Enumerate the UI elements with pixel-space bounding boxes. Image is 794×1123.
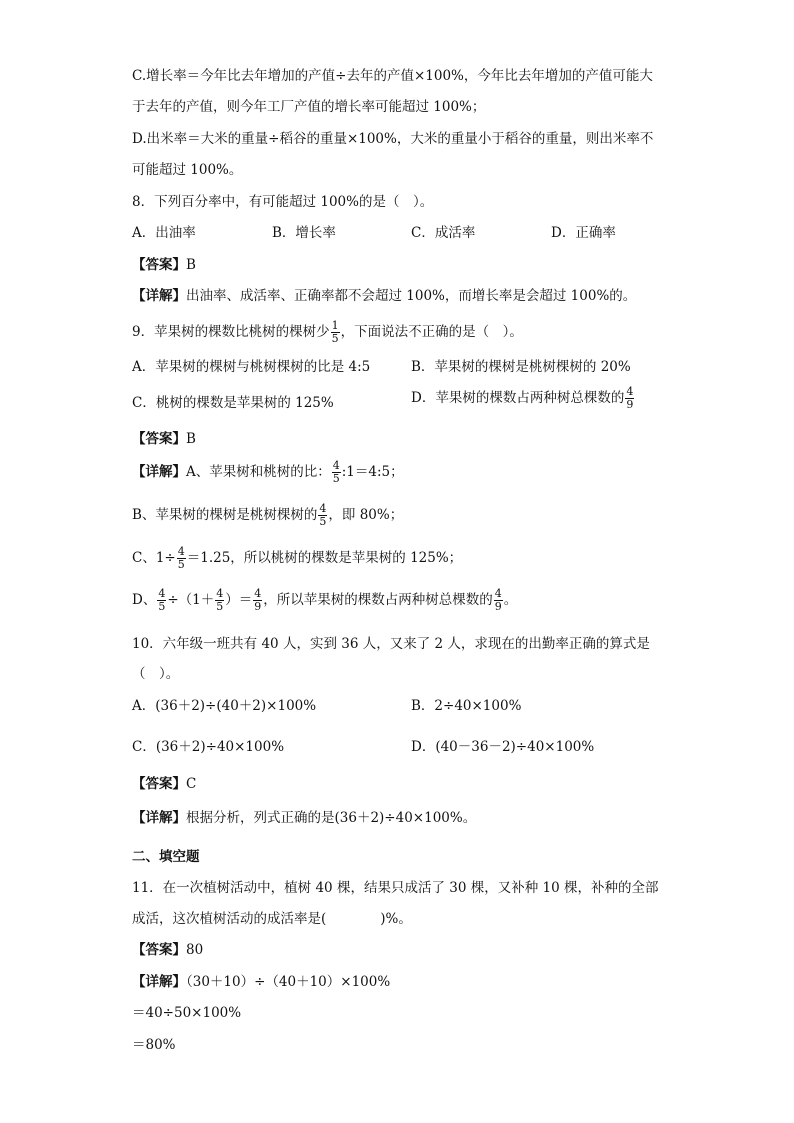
q9-option-c: C．桃树的棵数是苹果树的 125% <box>132 395 334 411</box>
fraction-numerator: 4 <box>254 587 262 600</box>
fraction-numerator: 4 <box>216 587 224 600</box>
q8-option-c: C．成活率 <box>411 225 476 241</box>
detail-tag: 【详解】 <box>132 464 186 480</box>
q10-option-c: C．(36＋2)÷40×100% <box>132 739 285 755</box>
fraction-denominator: 5 <box>216 600 224 613</box>
fraction <box>157 588 166 613</box>
q11-step-1: ＝40÷50×100% <box>132 1005 242 1021</box>
section-heading: 二、填空题 <box>132 849 200 865</box>
q10-stem-line2: （ ）。 <box>132 666 180 682</box>
q8-detail <box>132 287 636 305</box>
q11-stem-line1: 11．在一次植树活动中，植树 40 棵，结果只成活了 30 棵，又补种 10 棵，补种的全部 <box>132 880 659 896</box>
detail-text: 根据分析，列式正确的是(36＋2)÷40×100%。 <box>186 810 477 826</box>
q10-answer <box>132 775 196 793</box>
q9-detail-d <box>132 588 517 613</box>
q9-option-a: A．苹果树的棵树与桃树棵树的比是 4:5 <box>132 359 371 375</box>
answer-tag: 【答案】 <box>132 776 186 792</box>
detail-text: ）＝ <box>225 592 253 608</box>
detail-tag: 【详解】 <box>132 974 186 990</box>
fraction-denominator: 9 <box>626 398 634 411</box>
q9-option-d-text: D．苹果树的棵数占两种树总棵数的 <box>411 390 625 406</box>
q10-option-d: D．(40－36－2)÷40×100% <box>411 739 595 755</box>
q9-stem-text: 9．苹果树的棵数比桃树的棵树少 <box>132 324 330 340</box>
c-option-explanation-line2: 于去年的产值，则今年工厂产值的增长率可能超过 100%； <box>132 99 486 115</box>
answer-value: C <box>186 776 197 792</box>
fraction <box>253 588 262 613</box>
q9-stem <box>132 320 523 345</box>
q9-option-d <box>411 386 635 411</box>
fraction-denominator: 5 <box>331 332 339 345</box>
q9-detail-a <box>132 460 404 485</box>
answer-tag: 【答案】 <box>132 431 186 447</box>
detail-text: （30＋10）÷（40＋10）×100% <box>186 974 391 990</box>
q11-answer <box>132 941 203 959</box>
answer-value: B <box>186 431 196 447</box>
detail-text: B、苹果树的棵树是桃树棵树的 <box>132 507 318 523</box>
q11-stem-line2: 成活，这次植树活动的成活率是( )%。 <box>132 911 412 927</box>
fraction <box>332 460 341 485</box>
detail-text: ÷（1＋ <box>167 592 215 608</box>
fraction-numerator: 4 <box>626 385 634 398</box>
q8-option-b: B．增长率 <box>272 225 336 241</box>
q8-option-d: D．正确率 <box>551 225 616 241</box>
q10-option-b: B．2÷40×100% <box>411 698 522 714</box>
fraction <box>215 588 224 613</box>
fraction-denominator: 5 <box>332 472 340 485</box>
detail-text-end: :1＝4:5； <box>341 464 404 480</box>
q9-option-b: B．苹果树的棵树是桃树棵树的 20% <box>411 359 631 375</box>
answer-tag: 【答案】 <box>132 942 186 958</box>
fraction-numerator: 4 <box>177 545 185 558</box>
fraction-denominator: 5 <box>158 600 166 613</box>
fraction <box>625 386 634 411</box>
fraction-denominator: 5 <box>319 515 327 528</box>
fraction-denominator: 5 <box>177 558 185 571</box>
q11-detail <box>132 973 390 991</box>
answer-value: 80 <box>186 942 204 958</box>
q9-detail-b <box>132 503 403 528</box>
q8-stem: 8．下列百分率中，有可能超过 100%的是（ ）。 <box>132 194 434 210</box>
fraction <box>494 588 503 613</box>
q10-detail <box>132 809 476 827</box>
fraction-numerator: 1 <box>331 319 339 332</box>
detail-text: 出油率、成活率、正确率都不会超过 100%，而增长率是会超过 100%的。 <box>186 288 637 304</box>
q8-answer <box>132 256 196 274</box>
fraction <box>177 546 186 571</box>
q9-detail-c <box>132 546 462 571</box>
detail-text-end: ＝1.25，所以桃树的棵数是苹果树的 125%； <box>186 550 463 566</box>
detail-text: D、 <box>132 592 157 608</box>
q9-stem-text-end: ，下面说法不正确的是（ ）。 <box>340 324 523 340</box>
detail-tag: 【详解】 <box>132 810 186 826</box>
fraction <box>318 503 327 528</box>
d-option-explanation-line2: 可能超过 100%。 <box>132 162 243 178</box>
q11-step-2: ＝80% <box>132 1037 176 1053</box>
fraction-numerator: 4 <box>494 587 502 600</box>
fraction-numerator: 4 <box>332 459 340 472</box>
detail-text-end: ，即 80%； <box>328 507 404 523</box>
answer-value: B <box>186 257 196 273</box>
detail-text: A、苹果树和桃树的比： <box>186 464 331 480</box>
fraction <box>331 320 340 345</box>
fraction-numerator: 4 <box>319 502 327 515</box>
detail-text-end: 。 <box>503 592 518 608</box>
fraction-denominator: 9 <box>254 600 262 613</box>
detail-tag: 【详解】 <box>132 288 186 304</box>
q10-option-a: A．(36＋2)÷(40＋2)×100% <box>132 698 317 714</box>
q8-option-a: A．出油率 <box>132 225 196 241</box>
fraction-numerator: 4 <box>158 587 166 600</box>
q9-answer <box>132 430 196 448</box>
q10-stem-line1: 10．六年级一班共有 40 人，实到 36 人，又来了 2 人，求现在的出勤率正确的算式是 <box>132 636 650 652</box>
c-option-explanation-line1: C.增长率＝今年比去年增加的产值÷去年的产值×100%，今年比去年增加的产值可能大 <box>132 68 653 84</box>
d-option-explanation-line1: D.出米率＝大米的重量÷稻谷的重量×100%，大米的重量小于稻谷的重量，则出米率不 <box>132 131 654 147</box>
fraction-denominator: 9 <box>494 600 502 613</box>
answer-tag: 【答案】 <box>132 257 186 273</box>
detail-text: C、1÷ <box>132 550 176 566</box>
detail-text: ，所以苹果树的棵数占两种树总棵数的 <box>263 592 493 608</box>
